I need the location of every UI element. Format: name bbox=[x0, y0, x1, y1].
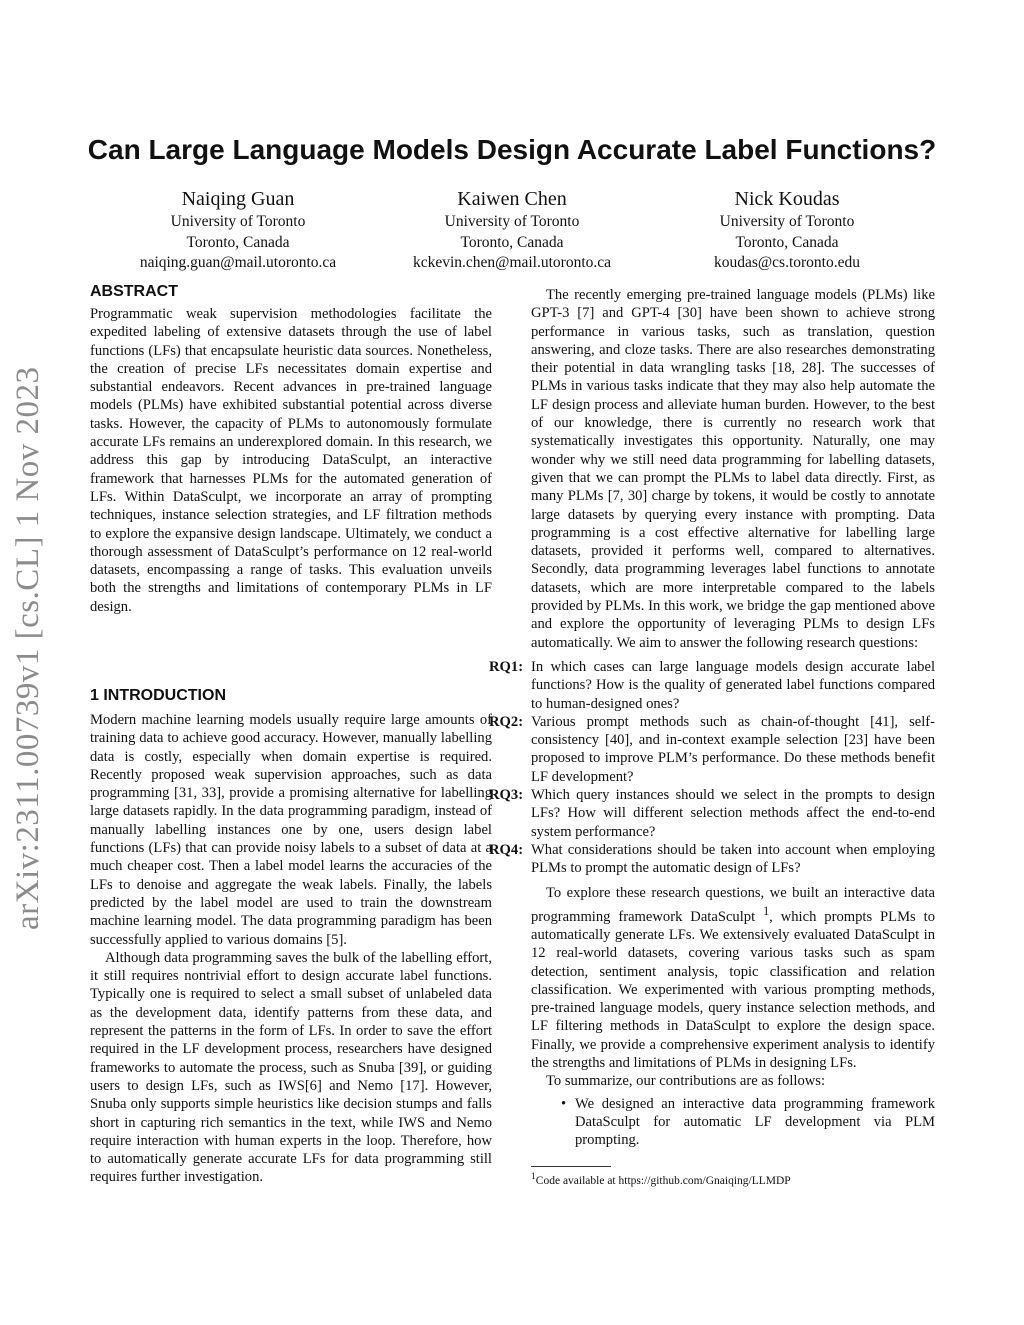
author-email: koudas@cs.toronto.edu bbox=[713, 254, 860, 271]
abstract-body bbox=[90, 305, 492, 616]
introduction-heading: 1 INTRODUCTION bbox=[90, 687, 226, 704]
intro-paragraph-4-end: , which prompts PLMs to automatically generate LFs. We extensively evaluated DataSculpt in 12 real-world datasets, covering various tasks such as spam detection, sentiment analysis, topic classification and relation classification. We experimented with various prompting methods, pre-trained language models, query instance selection methods, and LF filtering methods in DataSculpt to explore the design space. Finally, we provide a comprehensive experiment analysis to identify the strengths and limitations of PLMs in designing LFs. bbox=[531, 908, 935, 1072]
intro-paragraph-4 bbox=[531, 884, 935, 1073]
abstract-text: Programmatic weak supervision methodologies facilitate the expedited labeling of extensive datasets through the use of label functions (LFs) that encapsulate heuristic data sources. Nonetheless, the creation of precise LFs necessitates domain expertise and substantial endeavors. Recent advances in pre-trained language models (PLMs) have exhibited substantial potential across diverse tasks. However, the capacity of PLMs to autonomously formulate accurate LFs remains an underexplored domain. In this research, we address this gap by introducing DataSculpt, an interactive framework that harnesses PLMs for the automated generation of LFs. Within DataSculpt, we incorporate an array of prompting techniques, instance selection strategies, and LF filtration methods to explore the expansive design landscape. Ultimately, we conduct a thorough assessment of DataSculpt’s performance on 12 real-world datasets, encompassing a range of tasks. This evaluation unveils both the strengths and limitations of contemporary PLMs in LF design. bbox=[90, 306, 492, 615]
author-name: Nick Koudas bbox=[734, 188, 840, 210]
footnote-divider bbox=[531, 1166, 611, 1167]
author-block-1 bbox=[98, 186, 378, 274]
rq-label: RQ3: bbox=[489, 787, 524, 804]
footnote-text: Code available at https://github.com/Gnaiqing/LLMDP bbox=[535, 1174, 791, 1187]
intro-paragraph-5: To summarize, our contributions are as follows: bbox=[546, 1073, 826, 1090]
author-email: kckevin.chen@mail.utoronto.ca bbox=[412, 254, 612, 271]
introduction-left-column bbox=[90, 711, 492, 1187]
intro-paragraph-3: The recently emerging pre-trained language models (PLMs) like GPT-3 [7] and GPT-4 [30] have been shown to achieve strong performance in various tasks, such as translation, question answering, and cloze tasks. There are also researches demonstrating their potential in data wrangling tasks [18, 28]. The successes of PLMs in various tasks indicate that they may also help automate the LF design process and alleviate human burden. However, to the best of our knowledge, there is currently no research work that systematically investigates this opportunity. Naturally, one may wonder why we still need data programming for labelling datasets, given that we can prompt the PLMs to label data directly. First, as many PLMs [7, 30] charge by tokens, it would be costly to annotate large datasets by querying every instance with prompting. Data programming is a cost effective alternative for labelling large datasets, provided it performs well, compared to alternatives. Secondly, data programming leverages label functions to annotate datasets, which are more interpretable compared to the labels provided by PLMs. In this work, we bridge the gap mentioned above and explore the opportunity of leveraging PLMs to design LFs automatically. We aim to answer the following research questions: bbox=[531, 287, 935, 651]
right-column bbox=[489, 286, 935, 1150]
author-name: Kaiwen Chen bbox=[457, 188, 567, 210]
rq-text: What considerations should be taken into account when employing PLMs to prompt the automatic design of LFs? bbox=[531, 841, 935, 877]
footnote-mark[interactable]: 1 bbox=[763, 903, 770, 918]
research-question-4 bbox=[489, 841, 935, 878]
author-affiliation: University of Toronto bbox=[444, 213, 580, 230]
research-question-3 bbox=[489, 786, 935, 841]
contribution-bullet-1 bbox=[531, 1095, 935, 1150]
research-question-1 bbox=[489, 658, 935, 713]
rq-label: RQ2: bbox=[489, 713, 524, 730]
author-affiliation: University of Toronto bbox=[170, 213, 306, 230]
footnote-number: 1 bbox=[531, 1171, 536, 1182]
intro-paragraph-2: Although data programming saves the bulk of the labelling effort, it still requires nontrivial effort to design accurate label functions. Typically one is required to select a small subset of unlabeled data as the development data, identify patterns from these data, and represent the patterns in the form of LFs. In order to save the effort required in the LF development process, researchers have designed frameworks to automate the process, such as Snuba [39], or guiding users to design LFs, such as IWS[6] and Nemo [17]. However, Snuba only supports simple heuristics like decision stumps and falls short in capturing rich semantics in the text, while IWS and Nemo require interaction with human experts in the loop. Therefore, how to automatically generate accurate LFs for data programming still requires further investigation. bbox=[90, 949, 492, 1186]
rq-text: Which query instances should we select in the prompts to design LFs? How will different selection methods affect the end-to-end system performance? bbox=[531, 787, 935, 840]
author-location: Toronto, Canada bbox=[186, 233, 290, 251]
author-affiliation: University of Toronto bbox=[719, 213, 855, 230]
author-location: Toronto, Canada bbox=[460, 233, 564, 251]
abstract-heading: ABSTRACT bbox=[90, 283, 178, 300]
rq-text: Various prompt methods such as chain-of-thought [41], self-consistency [40], and in-context example selection [23] have been proposed to improve PLM’s performance. Do these methods benefit LF development? bbox=[531, 713, 935, 785]
research-question-2 bbox=[489, 713, 935, 786]
bullet-icon: • bbox=[561, 1095, 567, 1112]
intro-paragraph-4-start: To explore these research questions, we built an interactive data programming framework DataSculpt bbox=[531, 884, 935, 925]
intro-paragraph-1: Modern machine learning models usually require large amounts of training data to achieve good accuracy. However, manually labelling data is costly, especially when domain expertise is required. Recently proposed weak supervision approaches, such as data programming [31, 33], provide a promising alternative for labelling large datasets rapidly. In the data programming paradigm, instead of manually labelling instances one by one, users design label functions (LFs) that can provide noisy labels to a subset of data at a much cheaper cost. Then a label model learns the accuracies of the LFs to denoise and aggregate the weak labels. Finally, the labels predicted by the label model are used to train the downstream machine learning model. The data programming paradigm has been successfully applied to various domains [5]. bbox=[90, 712, 492, 948]
author-location: Toronto, Canada bbox=[735, 233, 839, 251]
author-name: Naiqing Guan bbox=[181, 188, 295, 210]
research-questions bbox=[489, 658, 935, 878]
arxiv-identifier: arXiv:2311.00739v1 [cs.CL] 1 Nov 2023 bbox=[10, 366, 46, 930]
rq-label: RQ4: bbox=[489, 841, 524, 858]
footnote bbox=[531, 1171, 791, 1187]
author-email: naiqing.guan@mail.utoronto.ca bbox=[139, 254, 337, 271]
author-block-3 bbox=[647, 186, 927, 274]
paper-title: Can Large Language Models Design Accurate Label Functions? bbox=[87, 134, 937, 165]
rq-text: In which cases can large language models design accurate label functions? How is the quality of generated label functions compared to human-designed ones? bbox=[531, 658, 935, 712]
bullet-text: We designed an interactive data programming framework DataSculpt for automatic LF development via PLM prompting. bbox=[575, 1095, 935, 1149]
author-block-2 bbox=[372, 186, 652, 274]
rq-label: RQ1: bbox=[489, 658, 524, 675]
